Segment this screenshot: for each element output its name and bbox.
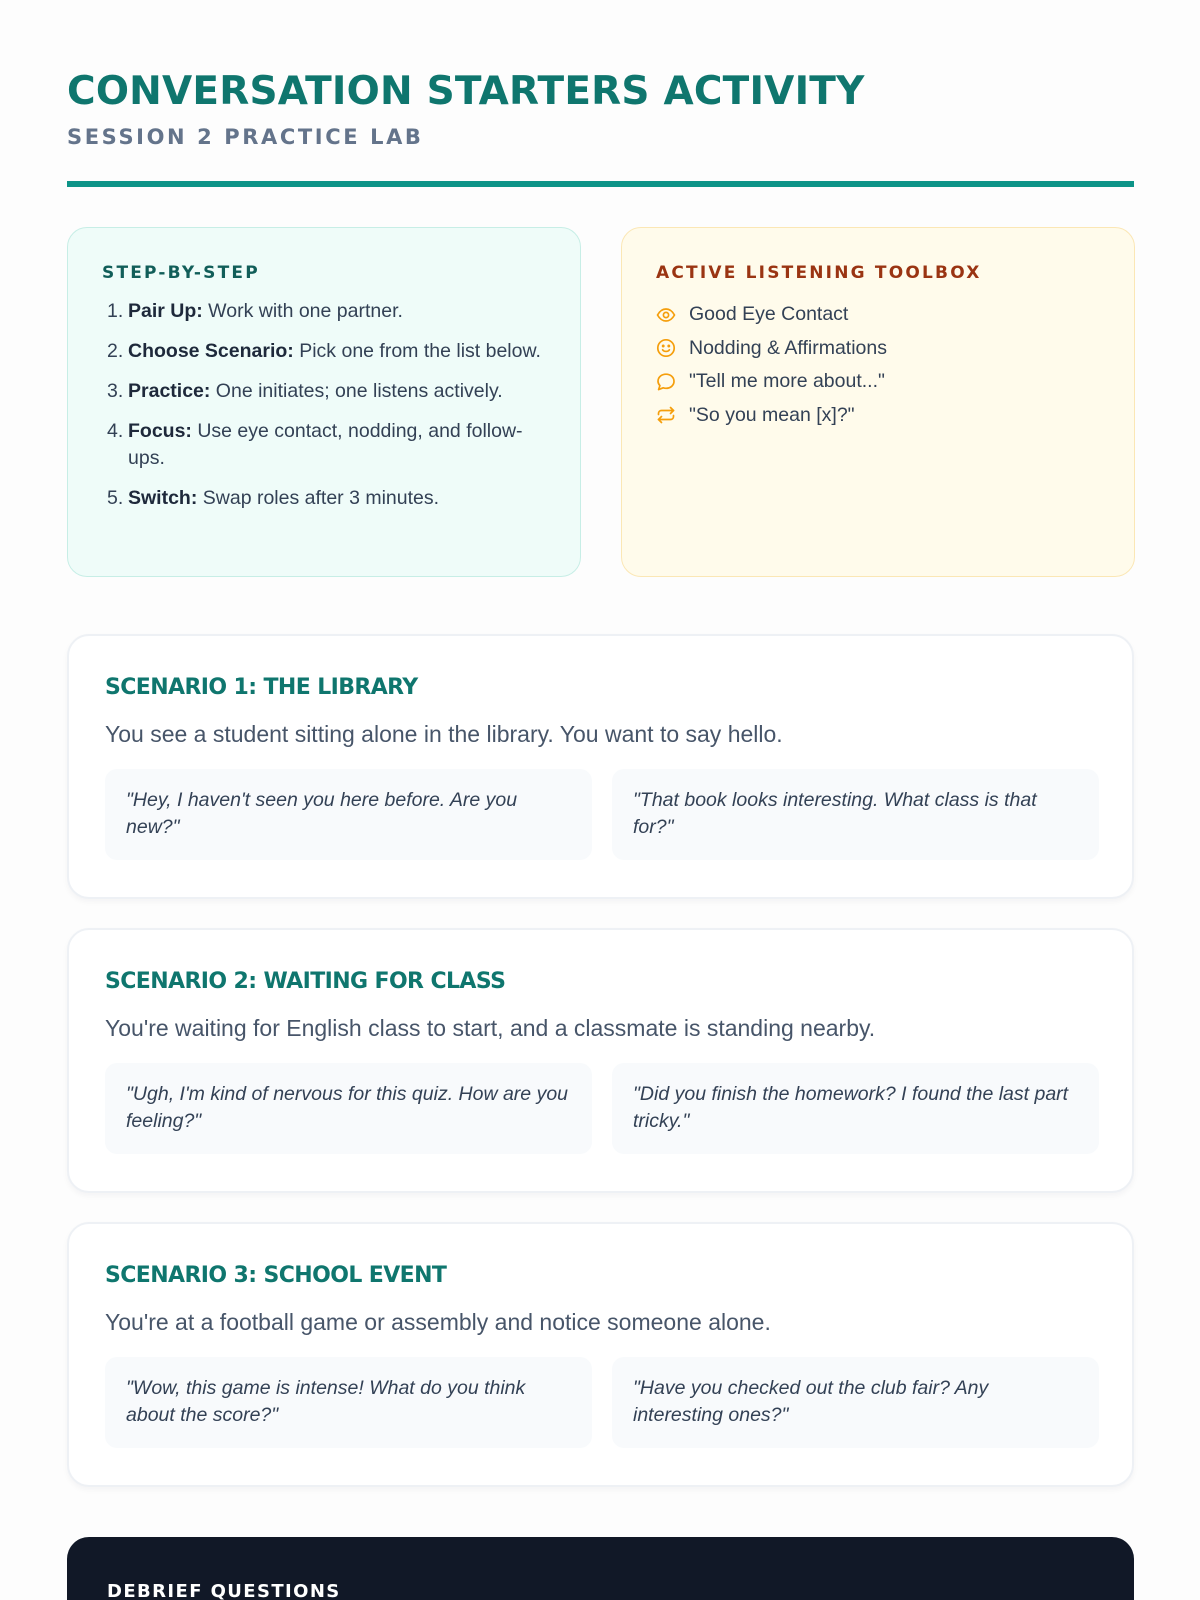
steps-list bbox=[102, 298, 546, 512]
step-number: 4. bbox=[107, 420, 124, 442]
scenario-description: You're waiting for English class to start, and a classmate is standing nearby. bbox=[105, 1015, 876, 1041]
toolbox-panel bbox=[621, 227, 1135, 577]
step-label: Pair Up: bbox=[128, 300, 203, 322]
toolbox-item-label: "Tell me more about..." bbox=[689, 370, 885, 393]
scenario-card bbox=[67, 634, 1134, 899]
step-number: 3. bbox=[107, 380, 124, 402]
step-number: 2. bbox=[107, 340, 124, 362]
step-description: Use eye contact, nodding, and follow-ups. bbox=[128, 420, 523, 469]
toolbox-item bbox=[656, 332, 1100, 366]
step-label: Switch: bbox=[128, 487, 198, 509]
debrief-title: DEBRIEF QUESTIONS bbox=[107, 1581, 341, 1600]
scenario-title: SCENARIO 1: THE LIBRARY bbox=[105, 675, 418, 700]
step-item bbox=[102, 485, 546, 512]
scenario-title: SCENARIO 3: SCHOOL EVENT bbox=[105, 1263, 447, 1288]
toolbox-panel-title: ACTIVE LISTENING TOOLBOX bbox=[656, 263, 982, 283]
header-divider bbox=[67, 181, 1134, 187]
toolbox-item-label: Good Eye Contact bbox=[689, 303, 849, 326]
step-label: Practice: bbox=[128, 380, 211, 402]
step-text bbox=[128, 338, 541, 365]
starter-quote: "Hey, I haven't seen you here before. Are you new?" bbox=[105, 769, 592, 860]
toolbox-item bbox=[656, 298, 1100, 332]
step-item bbox=[102, 298, 546, 325]
steps-panel bbox=[67, 227, 581, 577]
toolbox-list bbox=[656, 298, 1100, 432]
eye-icon bbox=[656, 305, 676, 325]
step-description: One initiates; one listens actively. bbox=[210, 380, 503, 402]
step-description: Swap roles after 3 minutes. bbox=[197, 487, 440, 509]
starter-quote: "Did you finish the homework? I found the last part tricky." bbox=[612, 1063, 1099, 1154]
starter-quote: "That book looks interesting. What class is that for?" bbox=[612, 769, 1099, 860]
toolbox-item bbox=[656, 399, 1100, 433]
step-label: Choose Scenario: bbox=[128, 340, 294, 362]
scenario-card bbox=[67, 928, 1134, 1193]
scenario-title: SCENARIO 2: WAITING FOR CLASS bbox=[105, 969, 506, 994]
step-label: Focus: bbox=[128, 420, 192, 442]
page-title: CONVERSATION STARTERS ACTIVITY bbox=[67, 69, 865, 114]
speech-bubble-icon bbox=[656, 372, 676, 392]
step-item bbox=[102, 338, 546, 365]
starter-quote: "Wow, this game is intense! What do you think about the score?" bbox=[105, 1357, 592, 1448]
step-description: Work with one partner. bbox=[202, 300, 403, 322]
scenario-description: You're at a football game or assembly and notice someone alone. bbox=[105, 1309, 771, 1335]
repeat-icon bbox=[656, 405, 676, 425]
step-text bbox=[128, 298, 403, 325]
step-item bbox=[102, 378, 546, 405]
steps-panel-title: STEP-BY-STEP bbox=[102, 263, 260, 283]
starter-quote: "Have you checked out the club fair? Any interesting ones?" bbox=[612, 1357, 1099, 1448]
toolbox-item-label: Nodding & Affirmations bbox=[689, 336, 887, 359]
step-number: 1. bbox=[107, 300, 124, 322]
toolbox-item bbox=[656, 365, 1100, 399]
toolbox-item-label: "So you mean [x]?" bbox=[689, 403, 855, 426]
step-description: Pick one from the list below. bbox=[293, 340, 541, 362]
step-text bbox=[128, 378, 503, 405]
starter-quote: "Ugh, I'm kind of nervous for this quiz. How are you feeling?" bbox=[105, 1063, 592, 1154]
scenario-description: You see a student sitting alone in the library. You want to say hello. bbox=[105, 721, 783, 747]
step-text bbox=[128, 418, 546, 472]
scenario-card bbox=[67, 1222, 1134, 1487]
step-text bbox=[128, 485, 439, 512]
page-subtitle: SESSION 2 PRACTICE LAB bbox=[67, 125, 424, 149]
step-item bbox=[102, 418, 546, 472]
smile-icon bbox=[656, 338, 676, 358]
step-number: 5. bbox=[107, 487, 124, 509]
debrief-panel bbox=[67, 1537, 1134, 1600]
